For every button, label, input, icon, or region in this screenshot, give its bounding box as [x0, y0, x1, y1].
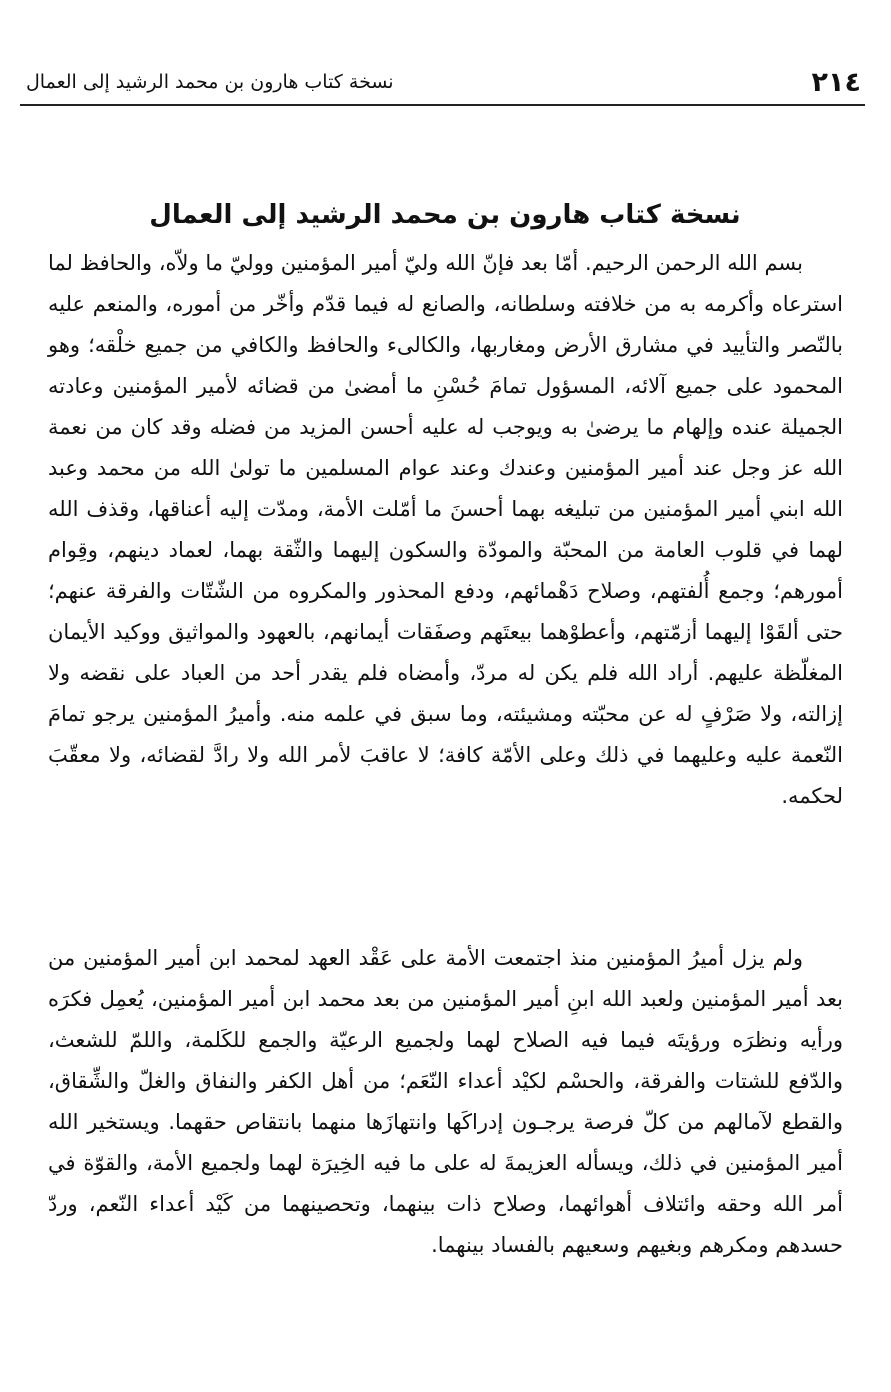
page-number: ٢١٤ — [811, 66, 861, 98]
body-paragraph-2: ولم يزل أميرُ المؤمنين منذ اجتمعت الأمة على عَقْد العهد لمحمد ابن أمير المؤمنين من بعد أمير المؤمنين ولعبد الله ابنِ أمير المؤمنين من بعد محمد ابن أمير المؤمنين، يُعمِل فكرَه ورأيه ونظرَه ورؤيتَه فيما فيه الصلاح لهما ولجميع الرعيّة والجمع للكَلمة، واللمّ للشعث، والدّفع للشتات والفرقة، والحسْم لكيْد أعداء النّعَم؛ من أهل الكفر والنفاق والغلّ والشِّقاق، والقطع لآمالهم من كلّ فرصة يرجـون إدراكَها وانتهازَها منهما بانتقاص حقهما. ويستخير الله أمير المؤمنين في ذلك، ويسأله العزيمةَ له على ما فيه الخِيرَة لهما ولجميع الأمة، والقوّة في أمر الله وحقه وائتلاف أهوائهما، وصلاح ذات بينهما، وتحصينهما من كَيْد أعداء النّعم، وردّ حسدهم ومكرهم وبغيهم وسعيهم بالفساد بينهما. — [48, 946, 843, 1257]
chapter-title: نسخة كتاب هارون بن محمد الرشيد إلى العمال — [149, 200, 741, 231]
body-paragraph-1: بسم الله الرحمن الرحيم. أمّا بعد فإنّ الله وليّ أمير المؤمنين ووليّ ما ولاّه، والحافظ لما استرعاه وأكرمه به من خلافته وسلطانه، والصانع له فيما قدّم وأخّر من أموره، والمنعم عليه بالنّصر والتأييد في مشارق الأرض ومغاربها، والكالىء والحافظ والكافي من جميع خلْقه؛ وهو المحمود على جميع آلائه، المسؤول تمامَ حُسْنِ ما أمضىٰ من قضائه لأمير المؤمنين وعادته الجميلة عنده وإلهام ما يرضىٰ به ويوجب له عليه أحسن المزيد من فضله وقد كان من نعمة الله عز وجل عند أمير المؤمنين وعندك وعند عوام المسلمين ما تولىٰ الله من محمد وعبد الله ابني أمير المؤمنين من تبليغه بهما أحسنَ ما أمّلت الأمة، ومدّت إليه أعناقها، وقذف الله لهما في قلوب العامة من المحبّة والمودّة والسكون إليهما والثّقة بهما، لعماد دينهم، وقِوام أمورهم؛ وجمع أُلفتهم، وصلاح دَهْمائهم، ودفع المحذور والمكروه من الشّتّات والفرقة عنهم؛ حتى ألقَوْا إليهما أزمّتهم، وأعطوْهما بيعتَهم وصفَقات أيمانهم، بالعهود والمواثيق ووكيد الأيمان المغلّظة عليهم. أراد الله فلم يكن له مردّ، وأمضاه فلم يقدر أحد من العباد على نقضه ولا إزالته، ولا صَرْفٍ له عن محبّته ومشيئته، وما سبق في علمه منه. وأميرُ المؤمنين يرجو تمامَ النّعمة عليه وعليهما في ذلك وعلى الأمّة كافة؛ لا عاقبَ لأمر الله ولا رادَّ لقضائه، ولا معقّبَ لحكمه. — [48, 251, 843, 808]
running-title: نسخة كتاب هارون بن محمد الرشيد إلى العمال — [26, 71, 394, 93]
running-header — [20, 60, 865, 106]
